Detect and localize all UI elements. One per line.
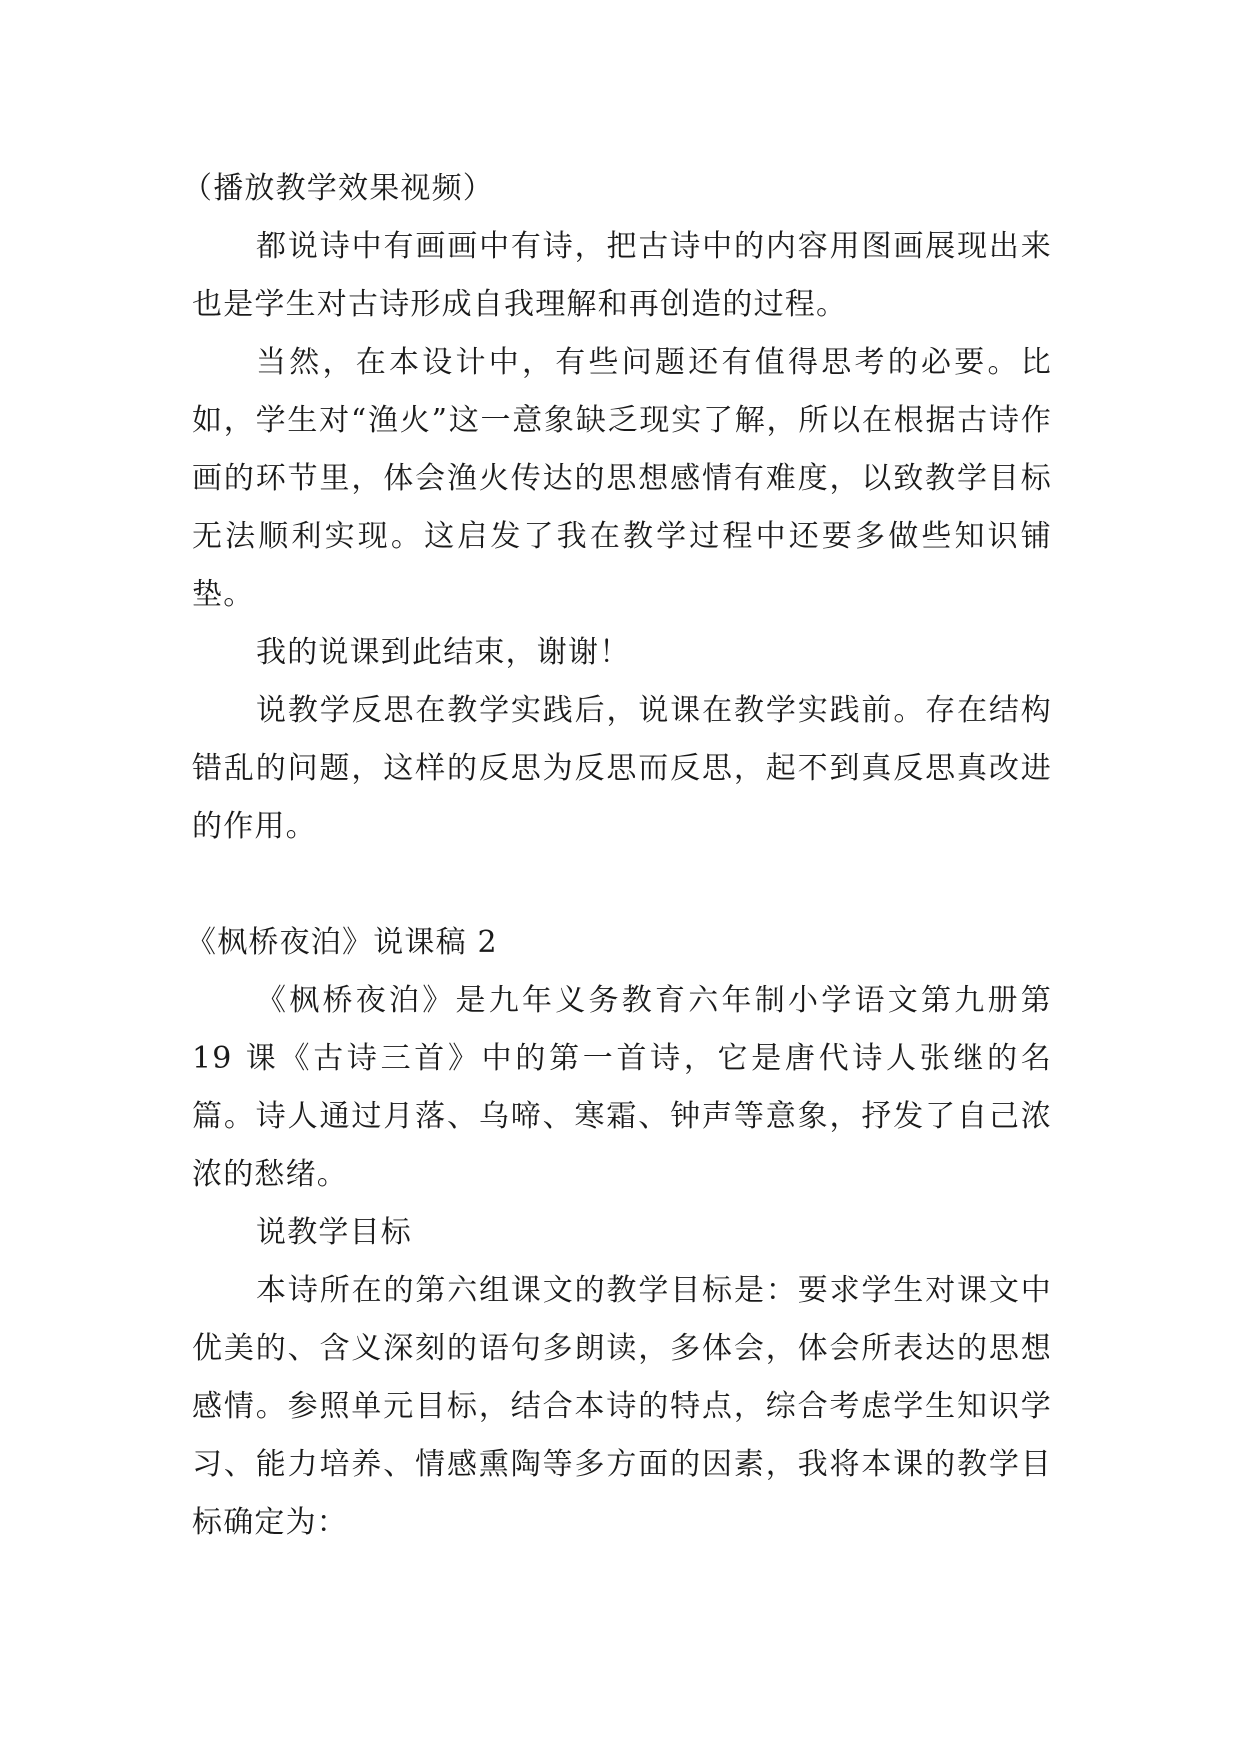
section-gap <box>192 856 1052 914</box>
paragraph-intro: 《枫桥夜泊》是九年义务教育六年制小学语文第九册第 19 课《古诗三首》中的第一首诗，它是唐代诗人张继的名篇。诗人通过月落、乌啼、寒霜、钟声等意象，抒发了自己浓浓的愁绪。 <box>192 983 1052 1192</box>
paragraph-heading-goals: 说教学目标 <box>256 1215 412 1250</box>
paragraph-video-note: （播放教学效果视频） <box>182 171 494 206</box>
paragraph-reflection-critique: 说教学反思在教学实践后，说课在教学实践前。存在结构错乱的问题，这样的反思为反思而反思，起不到真反思真改进的作用。 <box>192 693 1052 844</box>
paragraph-closing: 我的说课到此结束，谢谢！ <box>256 635 631 670</box>
paragraph-poem-picture: 都说诗中有画画中有诗，把古诗中的内容用图画展现出来也是学生对古诗形成自我理解和再创造的过程。 <box>192 229 1052 322</box>
paragraph-goals: 本诗所在的第六组课文的教学目标是：要求学生对课文中优美的、含义深刻的语句多朗读，多体会，体会所表达的思想感情。参照单元目标，结合本诗的特点，综合考虑学生知识学习、能力培养、情感熏陶等多方面的因素，我将本课的教学目标确定为： <box>192 1273 1052 1540</box>
paragraph-reflection-issue: 当然，在本设计中，有些问题还有值得思考的必要。比如，学生对“渔火”这一意象缺乏现实了解，所以在根据古诗作画的环节里，体会渔火传达的思想感情有难度，以致教学目标无法顺利实现。这启发了我在教学过程中还要多做些知识铺垫。 <box>192 345 1052 612</box>
document-page <box>182 160 1052 1552</box>
section-title: 《枫桥夜泊》说课稿 2 <box>186 925 498 960</box>
